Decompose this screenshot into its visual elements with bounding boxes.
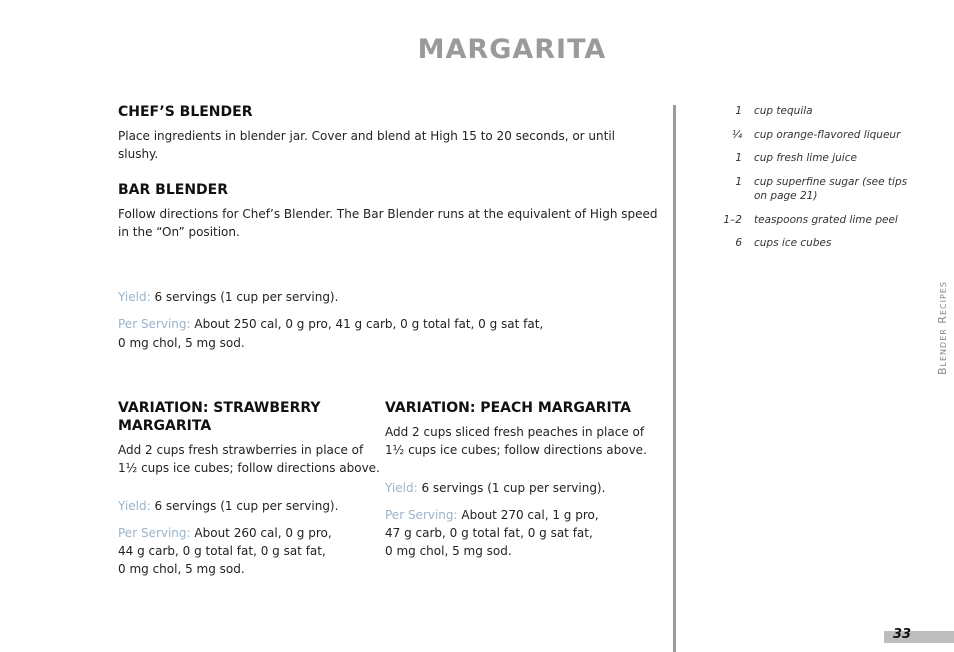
- bar-blender-line2: in the “On” position.: [118, 225, 240, 239]
- ingredient-qty: ¼: [731, 129, 742, 141]
- peach-serving-line3: 0 mg chol, 5 mg sod.: [385, 544, 512, 558]
- ingredient-text: cup superfine sugar (see tips: [754, 176, 908, 188]
- serving-line1: About 250 cal, 0 g pro, 41 g carb, 0 g total fat, 0 g sat fat,: [194, 317, 544, 331]
- side-label-text: Blender Recipes: [936, 281, 949, 375]
- serving-line1: About 260 cal, 0 g pro,: [194, 526, 332, 540]
- strawberry-yield: [118, 497, 338, 515]
- ingredient-text: cup orange-flavored liqueur: [754, 129, 901, 141]
- main-serving: [118, 315, 543, 333]
- serving-label: Per Serving:: [118, 526, 191, 540]
- strawberry-serving-line3: 0 mg chol, 5 mg sod.: [118, 562, 245, 576]
- ingredient-text: teaspoons grated lime peel: [754, 214, 898, 226]
- peach-serving-line2: 47 g carb, 0 g total fat, 0 g sat fat,: [385, 526, 593, 540]
- strawberry-line2: 1½ cups ice cubes; follow directions above.: [118, 461, 380, 475]
- main-serving-line2: 0 mg chol, 5 mg sod.: [118, 336, 245, 350]
- peach-serving: [385, 506, 599, 524]
- ingredient-qty: 1: [735, 176, 742, 188]
- serving-line1: About 270 cal, 1 g pro,: [461, 508, 599, 522]
- section-side-label: [936, 281, 949, 375]
- yield-value: 6 servings (1 cup per serving).: [154, 499, 339, 513]
- strawberry-serving-line2: 44 g carb, 0 g total fat, 0 g sat fat,: [118, 544, 326, 558]
- main-yield: [118, 288, 338, 306]
- ingredient-qty: 1: [735, 105, 742, 117]
- yield-label: Yield:: [118, 499, 151, 513]
- strawberry-line1: Add 2 cups fresh strawberries in place of: [118, 443, 364, 457]
- ingredient-qty: 1: [735, 152, 742, 164]
- serving-label: Per Serving:: [118, 317, 191, 331]
- page-number: 33: [893, 627, 912, 642]
- serving-label: Per Serving:: [385, 508, 458, 522]
- peach-yield: [385, 479, 605, 497]
- ingredient-qty: 6: [735, 237, 742, 249]
- strawberry-heading-2: MARGARITA: [118, 418, 212, 434]
- yield-value: 6 servings (1 cup per serving).: [421, 481, 606, 495]
- chefs-blender-text: Place ingredients in blender jar. Cover and blend at High 15 to 20 seconds, or until slushy.: [118, 129, 615, 161]
- chefs-blender-heading: CHEF’S BLENDER: [118, 104, 253, 120]
- yield-value: 6 servings (1 cup per serving).: [154, 290, 339, 304]
- yield-label: Yield:: [118, 290, 151, 304]
- ingredient-text: cup fresh lime juice: [754, 152, 857, 164]
- bar-blender-line1: Follow directions for Chef’s Blender. The Bar Blender runs at the equivalent of High speed: [118, 207, 658, 221]
- ingredient-text: cups ice cubes: [754, 237, 832, 249]
- ingredient-text: cup tequila: [754, 105, 813, 117]
- page-title: MARGARITA: [417, 34, 607, 65]
- ingredient-qty: 1–2: [723, 214, 742, 226]
- column-divider: [673, 105, 676, 652]
- yield-label: Yield:: [385, 481, 418, 495]
- strawberry-serving: [118, 524, 332, 542]
- peach-line2: 1½ cups ice cubes; follow directions above.: [385, 443, 647, 457]
- peach-line1: Add 2 cups sliced fresh peaches in place of: [385, 425, 645, 439]
- bar-blender-heading: BAR BLENDER: [118, 182, 228, 198]
- strawberry-heading-1: VARIATION: STRAWBERRY: [118, 400, 321, 416]
- ingredient-text: on page 21): [754, 190, 818, 202]
- peach-heading: VARIATION: PEACH MARGARITA: [385, 400, 631, 416]
